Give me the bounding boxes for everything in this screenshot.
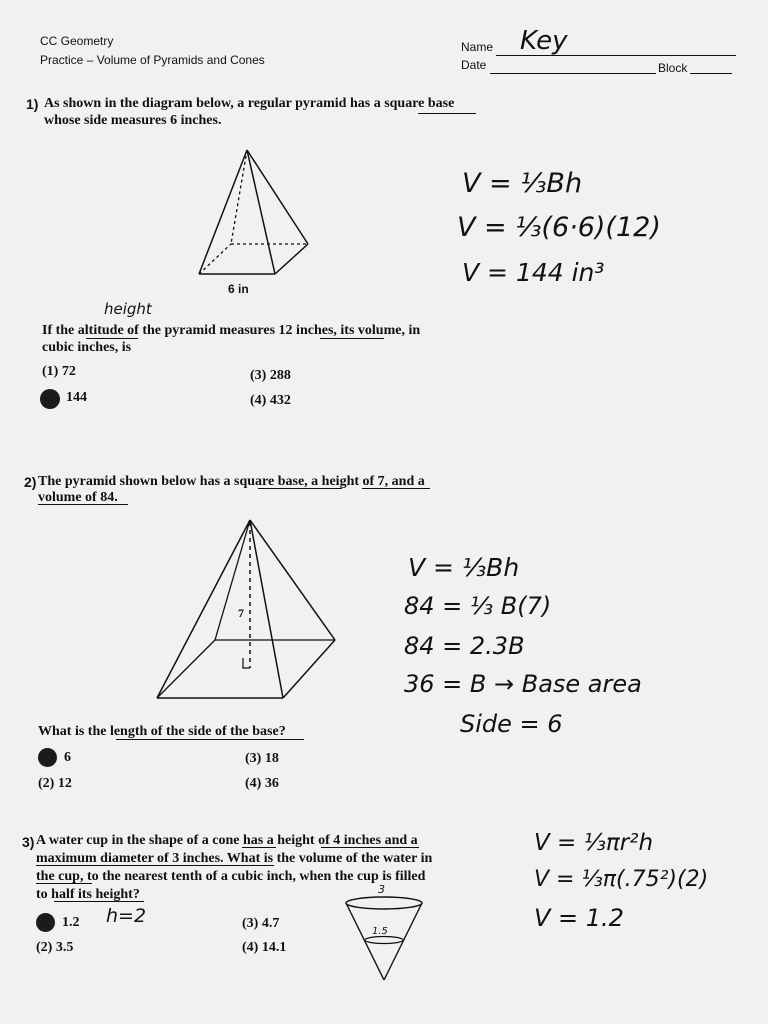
date-line bbox=[490, 73, 656, 74]
q1-pyramid-diagram bbox=[195, 148, 315, 288]
q3-cone-diagram bbox=[342, 896, 432, 986]
q2-number: 2) bbox=[24, 474, 37, 490]
q3-annotation-h: h=2 bbox=[106, 905, 147, 927]
q1-choice-1: (1) 72 bbox=[42, 364, 76, 379]
q2-choice-2: (2) 12 bbox=[38, 776, 72, 791]
q2-underline-height bbox=[362, 488, 430, 489]
q2-pyramid-diagram bbox=[155, 518, 355, 703]
q1-work-line2: V = ⅓(6·6)(12) bbox=[457, 212, 661, 243]
block-label: Block bbox=[658, 61, 688, 75]
q3-number: 3) bbox=[22, 834, 35, 850]
q2-work-line5: Side = 6 bbox=[460, 710, 563, 738]
worksheet-title: Practice – Volume of Pyramids and Cones bbox=[40, 53, 265, 67]
q3-choice-3: (3) 4.7 bbox=[242, 916, 280, 931]
name-value: Key bbox=[520, 26, 568, 56]
q2-work-line1: V = ⅓Bh bbox=[408, 553, 520, 582]
q3-work-line2: V = ⅓π(.75²)(2) bbox=[534, 867, 709, 892]
q3-choice-1: 1.2 bbox=[62, 915, 80, 930]
q1-underline-square-base bbox=[418, 113, 476, 114]
course-title: CC Geometry bbox=[40, 34, 114, 48]
q2-text-line1: The pyramid shown below has a square base, a height of 7, and a bbox=[38, 474, 425, 489]
q2-choice-4: (4) 36 bbox=[245, 776, 279, 791]
q1-choice-2: 144 bbox=[66, 390, 87, 405]
q3-choice-4: (4) 14.1 bbox=[242, 940, 287, 955]
q3-text-line1: A water cup in the shape of a cone has a height of 4 inches and a bbox=[36, 833, 418, 848]
q3-underline-half bbox=[54, 901, 144, 902]
q1-diagram-label: 6 in bbox=[228, 282, 249, 296]
q1-work-line1: V = ⅓Bh bbox=[462, 168, 583, 199]
q2-underline-square-base bbox=[258, 488, 342, 489]
q3-diagram-top-label: 3 bbox=[378, 883, 385, 896]
q1-choice-4: (4) 432 bbox=[250, 393, 291, 408]
q3-work-line1: V = ⅓πr²h bbox=[534, 830, 654, 856]
q3-text-line4: to half its height? bbox=[36, 887, 140, 902]
q2-text-line2: volume of 84. bbox=[38, 490, 118, 505]
q1-annotation-height: height bbox=[104, 300, 152, 318]
q2-work-line3: 84 = 2.3B bbox=[404, 632, 525, 660]
q3-text-line3: the cup, to the nearest tenth of a cubic inch, when the cup is filled bbox=[36, 869, 426, 884]
q2-underline-volume bbox=[38, 504, 128, 505]
q1-number: 1) bbox=[26, 96, 39, 112]
q3-underline-cup bbox=[36, 883, 92, 884]
date-label: Date bbox=[461, 58, 487, 72]
block-line bbox=[690, 73, 732, 74]
q1-text-line1: As shown in the diagram below, a regular pyramid has a square base bbox=[44, 96, 455, 111]
q2-question: What is the length of the side of the base? bbox=[38, 724, 286, 739]
q1-choice-2-circle bbox=[40, 389, 60, 409]
q1-underline-12in bbox=[320, 338, 384, 339]
q3-choice-2: (2) 3.5 bbox=[36, 940, 74, 955]
q3-text-line2: maximum diameter of 3 inches. What is the volume of the water in bbox=[36, 851, 433, 866]
q2-diagram-label: 7 bbox=[238, 606, 244, 620]
q3-diagram-mid-label: 1.5 bbox=[372, 926, 388, 937]
q3-underline-diameter bbox=[36, 865, 274, 866]
q1-choice-3: (3) 288 bbox=[250, 368, 291, 383]
q1-question-line2: cubic inches, is bbox=[42, 340, 132, 355]
q3-underline-cone bbox=[242, 847, 276, 848]
q1-question-line1: If the altitude of the pyramid measures 12 inches, its volume, in bbox=[42, 323, 421, 338]
q2-work-line2: 84 = ⅓ B(7) bbox=[404, 592, 552, 620]
q3-work-line3: V = 1.2 bbox=[534, 904, 624, 932]
q3-underline-height bbox=[321, 847, 419, 848]
q1-underline-altitude bbox=[86, 338, 138, 339]
q1-work-line3: V = 144 in³ bbox=[462, 258, 605, 287]
q2-underline-side bbox=[116, 739, 304, 740]
q2-choice-1: 6 bbox=[64, 750, 71, 765]
q2-choice-1-circle bbox=[38, 748, 57, 767]
q2-choice-3: (3) 18 bbox=[245, 751, 279, 766]
q3-choice-1-circle bbox=[36, 913, 55, 932]
q2-work-line4: 36 = B → Base area bbox=[404, 670, 642, 698]
name-label: Name bbox=[461, 40, 494, 54]
q1-text-line2: whose side measures 6 inches. bbox=[44, 113, 222, 128]
